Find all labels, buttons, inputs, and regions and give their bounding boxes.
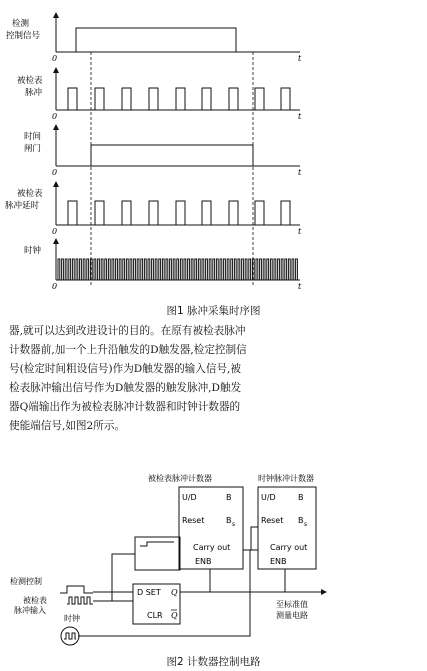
wave-control-signal <box>56 28 294 52</box>
input-control-label: 检测控制 <box>10 577 42 586</box>
svg-text:被检表: 被检表 <box>17 76 43 86</box>
c2-pin-carry: Carry out <box>270 543 308 552</box>
axis-time: t <box>298 54 302 63</box>
svg-text:被检表: 被检表 <box>17 189 43 199</box>
paragraph-line: 号(检定时间粗设信号)作为D触发器的输入信号,被 <box>9 363 242 375</box>
wave-clock <box>56 259 297 280</box>
output-label-2: 测量电路 <box>276 611 308 620</box>
axis-origin: 0 <box>52 168 58 177</box>
axis-time: t <box>298 112 302 121</box>
c2-pin-ud: U/D <box>261 493 276 502</box>
svg-text:控制信号: 控制信号 <box>6 31 41 41</box>
clock-source-icon <box>61 627 79 645</box>
c2-pin-enb: ENB <box>270 557 287 566</box>
paragraph-line: 器Q端输出作为被检表脉冲计数器和时钟计数器的 <box>9 401 241 413</box>
dff-pin-dset: D SET <box>137 588 161 597</box>
clock-counter-title: 时钟脉冲计数器 <box>258 474 314 483</box>
paragraph-line: 检表脉冲输出信号作为D触发器的触发脉冲,D触发 <box>9 382 242 394</box>
row-label-pulse <box>17 75 43 98</box>
pulse-counter-title: 被检表脉冲计数器 <box>148 474 212 483</box>
c2-pin-bs: B <box>298 516 304 525</box>
c2-pin-bs-sub: s <box>304 521 308 528</box>
row-label-control <box>6 18 41 41</box>
input-pulse-label-1: 被检表 <box>23 596 47 605</box>
input-clock-label: 时钟 <box>64 614 80 623</box>
dff-pin-qbar: Q <box>171 611 178 620</box>
axis-origin: 0 <box>52 112 58 121</box>
c2-pin-b: B <box>298 493 304 502</box>
pulse-waveform <box>67 597 93 604</box>
axis-origin: 0 <box>52 54 58 63</box>
axis-time: t <box>298 168 302 177</box>
paragraph-line: 计数器前,加一个上升沿触发的D触发器,检定控制信 <box>9 344 247 356</box>
row-label-gate <box>24 131 41 154</box>
svg-text:时钟: 时钟 <box>24 246 42 256</box>
input-pulse-label-2: 脉冲输入 <box>14 606 46 615</box>
wire-clock <box>78 550 250 636</box>
axis-row-1 <box>52 15 302 63</box>
c1-pin-reset: Reset <box>182 516 205 525</box>
axis-origin: 0 <box>52 282 58 291</box>
c1-pin-b: B <box>226 493 232 502</box>
wire-pulse <box>93 554 135 601</box>
c1-pin-ud: U/D <box>182 493 197 502</box>
dff-pin-clr: CLR <box>147 611 163 620</box>
c1-pin-bs: B <box>226 516 232 525</box>
output-label-1: 至标准值 <box>276 600 308 609</box>
paragraph-line: 器,就可以达到改进设计的目的。在原有被检表脉冲 <box>9 325 246 337</box>
wave-meter-pulse <box>56 88 294 110</box>
row-label-clock <box>24 245 42 256</box>
c2-pin-reset: Reset <box>261 516 284 525</box>
svg-text:脉冲: 脉冲 <box>25 88 43 98</box>
svg-text:闸门: 闸门 <box>24 144 42 154</box>
wave-meter-pulse-delay <box>56 201 294 225</box>
c1-pin-carry: Carry out <box>193 543 231 552</box>
body-paragraph <box>9 322 418 436</box>
counter-control-circuit <box>0 470 427 671</box>
svg-text:时间: 时间 <box>24 132 42 142</box>
axis-row-3 <box>52 127 302 177</box>
c1-pin-enb: ENB <box>195 557 212 566</box>
svg-text:脉冲延时: 脉冲延时 <box>5 201 40 211</box>
svg-text:检测: 检测 <box>12 19 30 29</box>
axis-origin: 0 <box>52 227 58 236</box>
c1-pin-bs-sub: s <box>232 521 236 528</box>
dff-pin-q: Q <box>171 588 178 597</box>
axis-time: t <box>298 282 302 291</box>
figure2-caption: 图2 计数器控制电路 <box>166 656 261 668</box>
wave-time-gate <box>56 145 294 166</box>
figure1-caption: 图1 脉冲采集时序图 <box>166 305 261 317</box>
paragraph-line: 使能端信号,如图2所示。 <box>9 420 126 432</box>
axis-time: t <box>298 227 302 236</box>
control-waveform <box>60 586 93 593</box>
timing-diagram <box>0 0 427 298</box>
wire-carry <box>243 527 258 550</box>
row-label-pulse-delay <box>5 188 43 211</box>
